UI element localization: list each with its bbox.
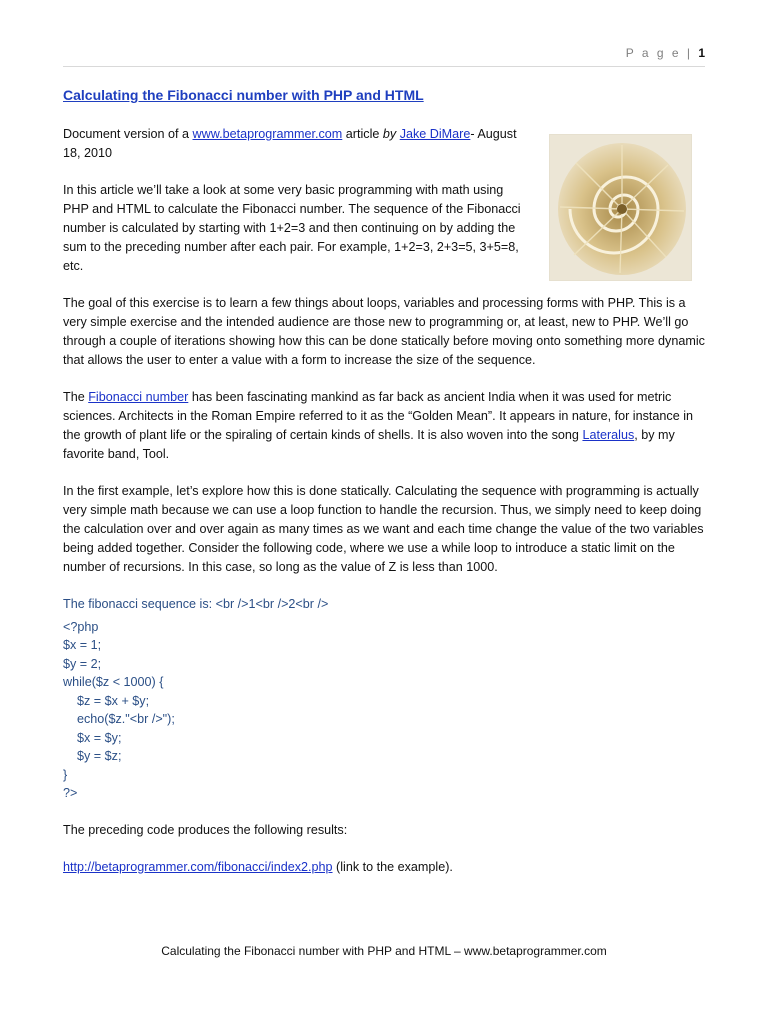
code-line: $y = $z;: [77, 749, 122, 763]
page-footer: Calculating the Fibonacci number with PHP and HTML – www.betaprogrammer.com: [161, 944, 607, 958]
p3-middle: has been fascinating mankind as far back as ancient India when it was used for metric sciences. Architects in the Roman Empire referred to it as the “Golden Mean”. It appears in nature, for instance in the growth of plant life or the spiraling of certain kinds of shells. It is also woven into the song: [63, 390, 693, 442]
code-line: The fibonacci sequence is: <br />1<br />2<br />: [63, 597, 329, 611]
code-line: $x = $y;: [77, 730, 122, 745]
code-line: $z = $x + $y;: [77, 693, 150, 708]
lateralus-link[interactable]: Lateralus: [582, 428, 635, 442]
intro-prefix: Document version of a: [63, 127, 189, 141]
intro-article: article: [345, 127, 380, 141]
code-line: ?>: [63, 786, 78, 800]
paragraph-fibonacci: [63, 388, 705, 464]
example-link[interactable]: http://betaprogrammer.com/fibonacci/index2.php: [63, 859, 333, 874]
code-line: <?php: [63, 619, 99, 634]
code-block: [63, 595, 705, 803]
page-header: [63, 46, 705, 67]
site-link[interactable]: www.betaprogrammer.com: [192, 127, 343, 141]
paragraph-example: In the first example, let’s explore how this is done statically. Calculating the sequence with programming is actually very simple math because we can use a loop function to handle the recursion. Thus, we simply need to keep doing the calculation over and over again as many times as we want and each time change the value of the two variables being added together. Consider the following code, where we use a while loop to introduce a static limit on the number of recursions. In this case, so long as the value of Z is less than 1000.: [63, 484, 704, 574]
document-title[interactable]: Calculating the Fibonacci number with PHP and HTML: [63, 87, 424, 103]
p3-suffix: , by my favorite band, Tool.: [63, 428, 675, 461]
author-link[interactable]: Jake DiMare: [399, 127, 471, 141]
intro-by: by: [382, 127, 397, 141]
example-line: [63, 858, 705, 877]
results-text: The preceding code produces the following results:: [63, 822, 348, 837]
page-label: P a g e |: [625, 46, 693, 60]
code-line: $y = 2;: [63, 656, 102, 671]
code-line: while($z < 1000) {: [63, 675, 164, 689]
p3-prefix: The: [63, 390, 85, 404]
fibonacci-link[interactable]: Fibonacci number: [88, 390, 189, 404]
code-line: }: [63, 767, 68, 782]
page-number: 1: [698, 46, 705, 60]
paragraph-goal: The goal of this exercise is to learn a few things about loops, variables and processing forms with PHP. This is a very simple exercise and the intended audience are those new to programming or, at least, new to PHP. We’ll go through a couple of iterations showing how this can be done statically before moving onto something more dynamic that allows the user to enter a value with a form to increase the size of the sequence.: [63, 296, 705, 367]
paragraph-intro: In this article we’ll take a look at some very basic programming with math using PHP and HTML to calculate the Fibonacci number. The sequence of the Fibonacci number is calculated by starting with 1+2=3 and then continuing on by adding the sum to the preceding number after each pair. For example, 1+2=3, 2+3=5, 3+5=8, etc.: [63, 183, 521, 273]
code-line: $x = 1;: [63, 638, 102, 652]
document-body: [63, 86, 705, 895]
intro-date: - August 18, 2010: [63, 127, 517, 160]
example-suffix: (link to the example).: [336, 859, 453, 874]
intro-line: [63, 125, 525, 163]
code-line: echo($z."<br />");: [77, 712, 175, 726]
